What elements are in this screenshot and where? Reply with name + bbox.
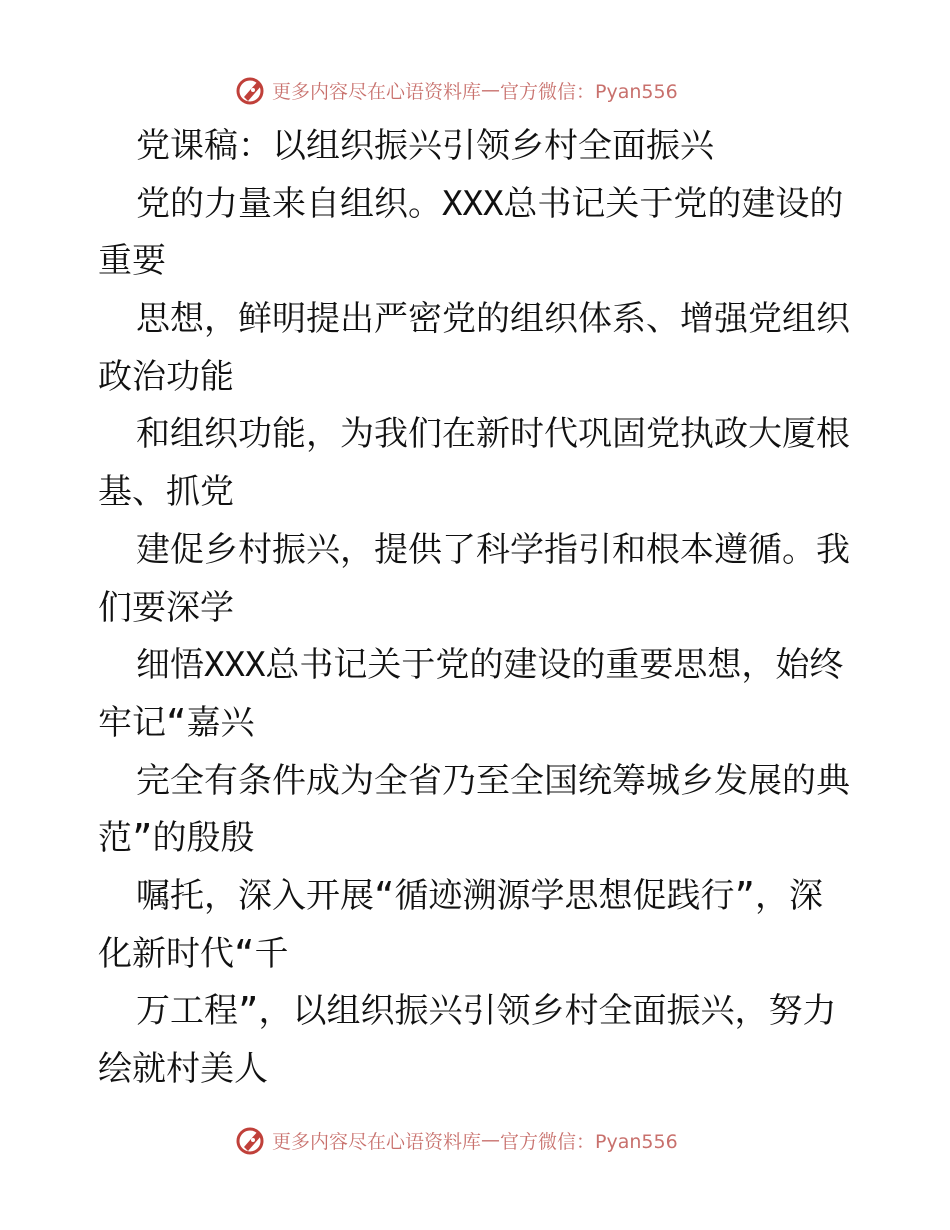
paragraph-line: 基、抓党	[98, 472, 234, 513]
wechat-text: 官方微信：Pyan556	[500, 80, 678, 103]
paragraph-line: 和组织功能，为我们在新时代巩固党执政大厦根	[136, 414, 850, 455]
paragraph-line: 绘就村美人	[98, 1049, 268, 1089]
document-title: 党课稿：以组织振兴引领乡村全面振兴	[136, 126, 714, 166]
paragraph-line: 党的力量来自组织。XXX总书记关于党的建设的	[136, 183, 844, 224]
paragraph-line: 化新时代“千	[98, 933, 289, 974]
paragraph-line: 范”的殷殷	[98, 818, 255, 859]
paragraph-line: 完全有条件成为全省乃至全国统筹城乡发展的典	[136, 760, 850, 801]
paragraph-line: 牢记“嘉兴	[98, 702, 255, 743]
paragraph-line: 细悟XXX总书记关于党的建设的重要思想，始终	[136, 645, 844, 686]
pen-nib-circle-icon	[234, 73, 268, 107]
banner-separator: —	[481, 1129, 501, 1151]
wechat-text: 官方微信：Pyan556	[500, 1130, 678, 1153]
paragraph-line: 们要深学	[98, 587, 234, 628]
footer-banner	[234, 1120, 714, 1160]
paragraph-line: 政治功能	[98, 356, 234, 397]
header-banner	[234, 70, 714, 110]
paragraph-line: 思想，鲜明提出严密党的组织体系、增强党组织	[136, 299, 850, 340]
pen-nib-circle-icon	[234, 1123, 268, 1157]
site-name-text: 更多内容尽在心语资料库	[272, 1130, 482, 1153]
site-name-text: 更多内容尽在心语资料库	[272, 80, 482, 103]
paragraph-line: 建促乡村振兴，提供了科学指引和根本遵循。我	[136, 529, 850, 570]
paragraph-line: 万工程”，以组织振兴引领乡村全面振兴，努力	[136, 991, 837, 1032]
paragraph-line: 嘱托，深入开展“循迹溯源学思想促践行”，深	[136, 875, 823, 916]
document-body	[98, 118, 858, 1099]
banner-separator: —	[481, 79, 501, 101]
paragraph-line: 重要	[98, 241, 166, 282]
